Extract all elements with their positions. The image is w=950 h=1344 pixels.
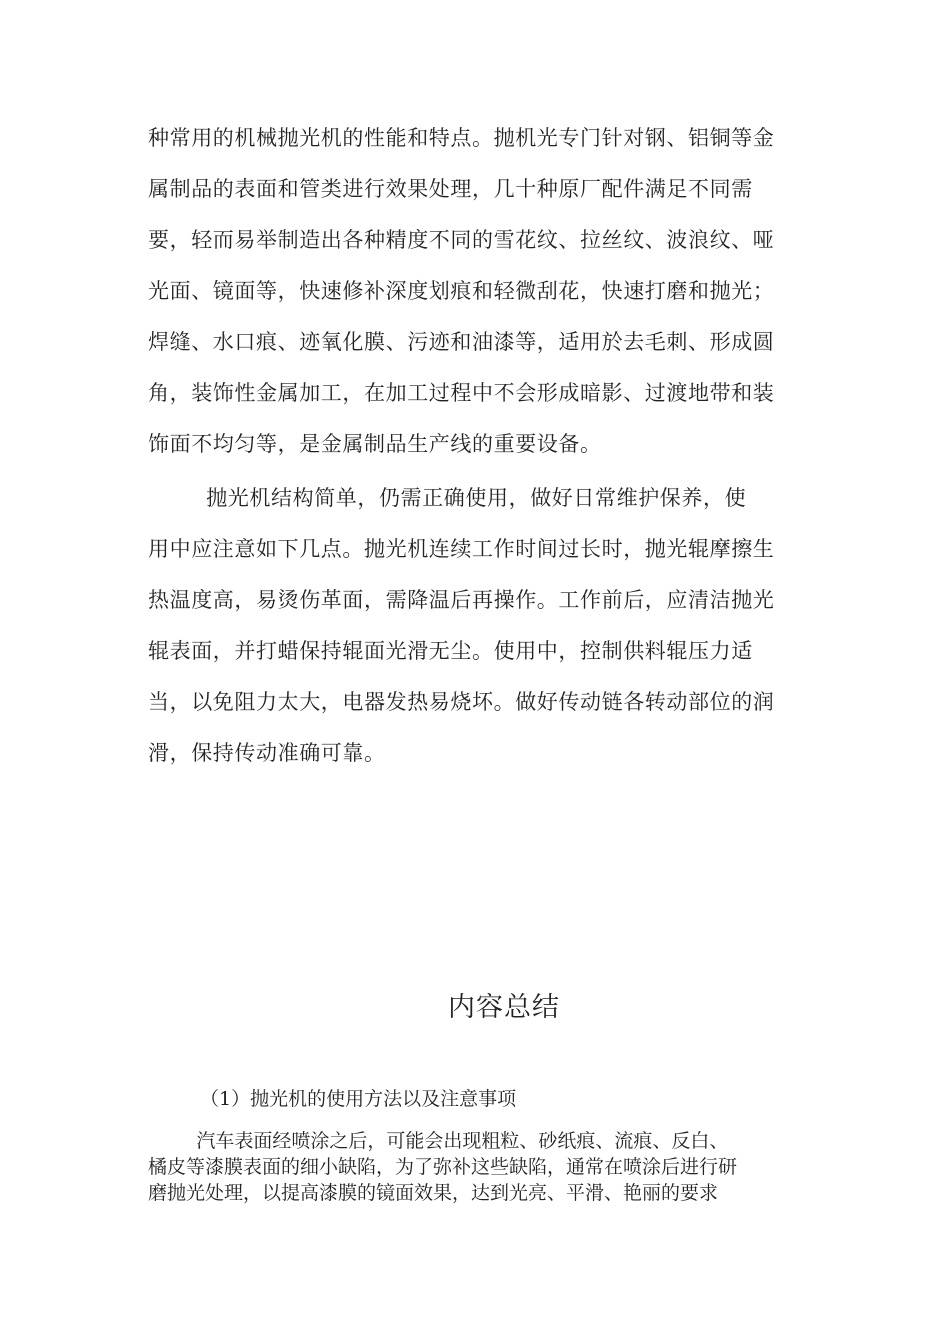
paragraph-line: 当，以免阻力太大，电器发热易烧坏。做好传动链各转动部位的润	[148, 690, 775, 714]
paragraph-line: 汽车表面经喷涂之后，可能会出现粗粒、砂纸痕、流痕、反白、	[148, 1130, 729, 1152]
paragraph-line: 焊缝、水口痕、迹氧化膜、污迹和油漆等，适用於去毛刺、形成圆	[148, 330, 775, 354]
paragraph-line: 滑，保持传动准确可靠。	[148, 741, 386, 765]
paragraph-line: 光面、镜面等，快速修补深度划痕和轻微刮花，快速打磨和抛光；	[148, 279, 775, 303]
paragraph-line: 用中应注意如下几点。抛光机连续工作时间过长时，抛光辊摩擦生	[148, 537, 775, 561]
paragraph-line: 橘皮等漆膜表面的细小缺陷，为了弥补这些缺陷，通常在喷涂后进行研	[148, 1156, 738, 1178]
paragraph-line: 饰面不均匀等，是金属制品生产线的重要设备。	[148, 432, 602, 456]
section-subheading: （1）抛光机的使用方法以及注意事项	[200, 1088, 517, 1110]
body-paragraph-features	[148, 113, 800, 470]
paragraph-line: 种常用的机械抛光机的性能和特点。抛机光专门针对钢、铝铜等金	[148, 126, 775, 150]
paragraph-line: 要，轻而易举制造出各种精度不同的雪花纹、拉丝纹、波浪纹、哑	[148, 228, 775, 252]
paragraph-line: 辊表面，并打蜡保持辊面光滑无尘。使用中，控制供料辊压力适	[148, 639, 753, 663]
section-title: 内容总结	[448, 992, 560, 1023]
paragraph-line: 磨抛光处理，以提高漆膜的镜面效果，达到光亮、平滑、艳丽的要求	[148, 1182, 719, 1204]
paragraph-line: 角，装饰性金属加工，在加工过程中不会形成暗影、过渡地带和装	[148, 381, 775, 405]
paragraph-line: 热温度高，易烫伤革面，需降温后再操作。工作前后，应清洁抛光	[148, 588, 775, 612]
paragraph-line: 抛光机结构简单，仍需正确使用，做好日常维护保养，使	[148, 486, 747, 510]
paragraph-line: 属制品的表面和管类进行效果处理，几十种原厂配件满足不同需	[148, 177, 753, 201]
body-paragraph-maintenance	[148, 473, 800, 779]
summary-paragraph	[148, 1128, 800, 1206]
